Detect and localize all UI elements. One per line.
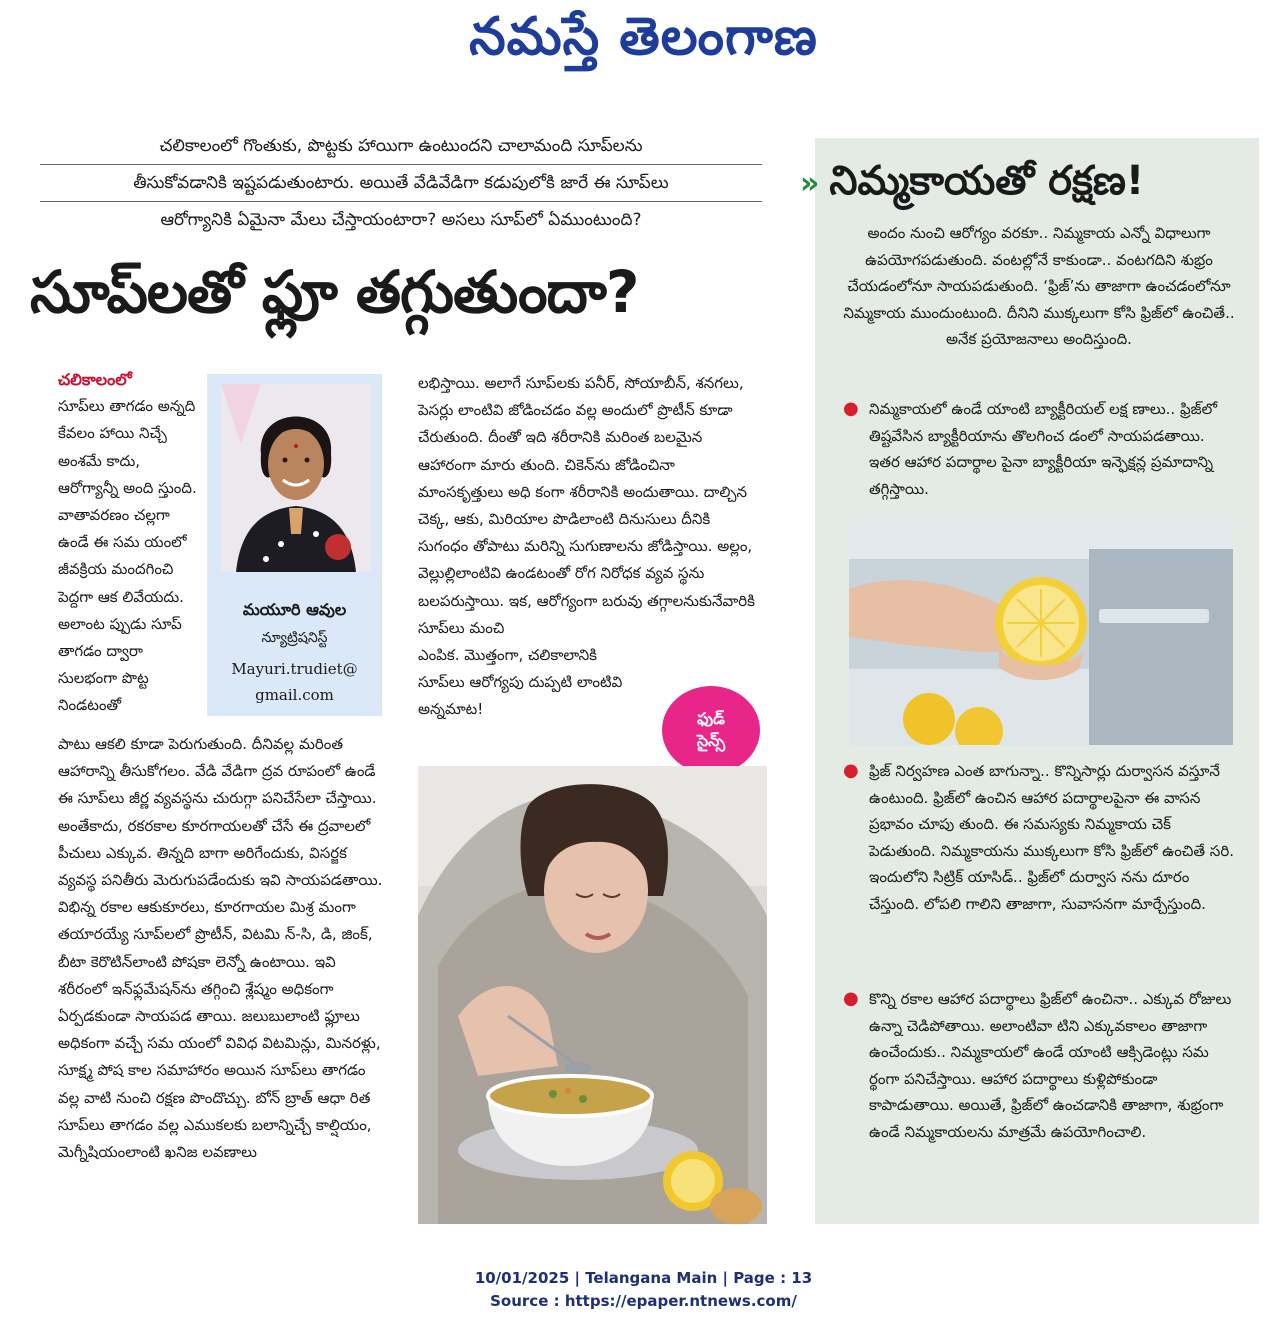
intro-line: తీసుకోవడానికి ఇష్టపడుతుంటారు. అయితే వేడివేడిగా కడుపులోకి జారే ఈ సూప్‌లు bbox=[40, 165, 762, 202]
soup-photo bbox=[418, 766, 767, 1224]
kicker: చలికాలంలో bbox=[58, 370, 132, 389]
sidebar-bullet bbox=[849, 986, 1239, 1145]
bullet-dot-icon bbox=[843, 986, 859, 1013]
sidebar-bullet-text: నిమ్మకాయలో ఉండే యాంటి బ్యాక్టీరియల్ లక్ష ణాలు.. ఫ్రిజ్‌లో తిష్టవేసిన బ్యాక్టీరియాను తొలగించ డంలో సాయపడతాయి. ఇతర ఆహార పదార్థాల పైనా బ్యాక్టీరియా ఇన్ఫెక్షన్ల ప్రమాదాన్ని తగ్గిస్తాయి. bbox=[869, 400, 1218, 498]
badge-line: ఫుడ్ bbox=[697, 709, 725, 728]
author-portrait-image bbox=[221, 384, 371, 572]
sidebar-intro: అందం నుంచి ఆరోగ్యం వరకూ.. నిమ్మకాయ ఎన్నో విధాలుగా ఉపయోగపడుతుంది. వంటల్లోనే కాకుండా.. వంటగదిని శుభ్రం చేయడంలోనూ సాయపడుతుంది. ‘ఫ్రిజ్’ను తాజాగా ఉంచడంలోనూ నిమ్మకాయ ముందుంటుంది. దీనిని ముక్కలుగా కోసి ఫ్రిజ్‌లో ఉంచితే.. అనేక ప్రయోజనాలు అందిస్తుంది. bbox=[843, 224, 1235, 348]
food-science-badge bbox=[662, 686, 760, 774]
author-role: న్యూట్రిషనిస్ట్ bbox=[261, 630, 328, 646]
bullet-dot-icon bbox=[843, 758, 859, 785]
footer-source-line: Source : https://epaper.ntnews.com/ bbox=[490, 1292, 797, 1310]
intro-line: ఆరోగ్యానికి ఏమైనా మేలు చేస్తాయంటారా? అసలు సూప్‌లో ఏముంటుంది? bbox=[160, 210, 642, 230]
intro-line: చలికాలంలో గొంతుకు, పొట్టకు హాయిగా ఉంటుందని చాలామంది సూప్‌లను bbox=[40, 128, 762, 165]
double-chevron-icon: » bbox=[800, 165, 820, 201]
woman-eating-soup-image bbox=[418, 766, 767, 1224]
bullet-dot-icon bbox=[843, 396, 859, 423]
badge-line: సైన్స్ bbox=[696, 731, 726, 750]
intro-block bbox=[40, 128, 762, 238]
author-email bbox=[207, 656, 382, 708]
sidebar-bullet bbox=[849, 758, 1239, 917]
column-1-narrow-text: సూప్‌లు తాగడం అన్నది కేవలం హాయి నిచ్చే అంశమే కాదు, ఆరోగ్యాన్నీ అంది స్తుంది. వాతావరణం చల్లగా ఉండే ఈ సమ యంలో జీవక్రియ మందగించి పెద్దగా ఆక లివేయదు. అలాంట ప్పుడు సూప్ తాగడం ద్వారా సులభంగా పొట్ట నిండటంతో bbox=[58, 397, 197, 715]
headline: సూప్‌లతో ఫ్లూ తగ్గుతుందా? bbox=[30, 258, 639, 326]
author-box bbox=[207, 374, 382, 716]
author-photo bbox=[221, 384, 371, 572]
column-2 bbox=[418, 370, 763, 724]
author-name: మయూరి ఆవుల bbox=[242, 600, 347, 619]
footer-date-line: 10/01/2025 | Telangana Main | Page : 13 bbox=[474, 1269, 813, 1287]
sidebar-bullet-text: ఫ్రిజ్ నిర్వహణ ఎంత బాగున్నా.. కొన్నిసార్లు దుర్వాసన వస్తూనే ఉంటుంది. ఫ్రిజ్‌లో ఉంచిన ఆహార పదార్థాలపైనా ఈ వాసన ప్రభావం చూపు తుంది. ఈ సమస్యకు నిమ్మకాయ చెక్ పెడుతుంది. నిమ్మకాయను ముక్కలుగా కోసి ఫ్రిజ్‌లో ఉంచితే సరి. ఇందులోని సిట్రిక్ యాసిడ్.. ఫ్రిజ్‌లో దుర్వాస నను దూరం చేస్తుంది. లోపలి గాలిని తాజాగా, సువాసనగా మార్చేస్తుంది. bbox=[869, 762, 1234, 913]
sidebar-title-row bbox=[800, 158, 1259, 214]
sidebar-panel bbox=[800, 138, 1259, 1224]
lemon-in-fridge-image bbox=[849, 519, 1233, 745]
column-2-closing-text: ఎంపిక. మొత్తంగా, చలికాలానికి సూప్‌లు ఆరోగ్యపు దుప్పటి లాంటివి అన్నమాట! bbox=[418, 646, 623, 719]
masthead: నమస్తే తెలంగాణ bbox=[469, 6, 818, 67]
column-2-text: లభిస్తాయి. అలాగే సూప్‌లకు పనీర్, సోయాబీన్, శనగలు, పెసర్లు లాంటివి జోడించడం వల్ల అందులో ప్రొటీన్ కూడా చేరుతుంది. దీంతో ఇది శరీరానికి మరింత బలమైన ఆహారంగా మారు తుంది. చికెన్‌ను జోడించినా మాంసకృత్తులు అధి కంగా శరీరానికి అందుతాయి. దాల్చిన చెక్క, ఆకు, మిరియాల పొడిలాంటి దినుసులు దీనికి సుగంధం తోపాటు మరిన్ని సుగుణాలను జోడిస్తాయి. అల్లం, వెల్లుల్లిలాంటివి ఉండటంతో రోగ నిరోధక వ్యవ స్థను బలపరుస్తాయి. ఇక, ఆరోగ్యంగా బరువు తగ్గాలనుకునేవారికి సూప్‌లు మంచి bbox=[418, 374, 755, 637]
sidebar-title: నిమ్మకాయతో రక్షణ! bbox=[829, 158, 1145, 204]
page-footer bbox=[0, 1267, 1287, 1313]
author-email-line: gmail.com bbox=[255, 686, 334, 704]
column-1-wide-text: పాటు ఆకలి కూడా పెరుగుతుంది. దీనివల్ల మరింత ఆహారాన్ని తీసుకోగలం. వేడి వేడిగా ద్రవ రూపంలో ఉండే ఈ సూప్‌లు జీర్ణ వ్యవస్థను చురుగ్గా పనిచేసేలా చేస్తాయి. అంతేకాదు, రకరకాల కూరగాయలతో చేసే ఈ ద్రవాలలో పీచులు ఎక్కువ. తిన్నది బాగా అరిగేందుకు, విసర్జక వ్యవస్థ పనితీరు మెరుగుపడేందుకు ఇవి సాయపడతాయి. విభిన్న రకాల ఆకుకూరలు, కూరగాయల మిశ్ర మంగా తయారయ్యే సూప్‌లలో ప్రొటీన్, విటమి న్-సి, డి, జింక్, బీటా కెరొటిన్‌లాంటి పోషకా లెన్నో ఉంటాయి. ఇవి శరీరంలో ఇన్‌ఫ్లమేషన్‌ను తగ్గించి శ్లేష్మం అధికంగా ఏర్పడకుండా సాయపడ తాయి. జలుబులాంటి ఫ్లూలు అధికంగా వచ్చే సమ యంలో వివిధ విటమిన్లు, మినరళ్లు, సూక్ష్మ పోష కాల సమాహారం అయిన సూప్‌లు తాగడం వల్ల వాటి నుంచి రక్షణ పొందొచ్చు. బోన్ బ్రాత్ ఆధా రిత సూప్‌లు తాగడం వల్ల ఎముకలకు బలాన్నిచ్చే కాల్షియం, మెగ్నీషియంలాంటి ఖనిజ లవణాలు bbox=[58, 735, 383, 1162]
author-email-line: Mayuri.trudiet@ bbox=[231, 660, 358, 678]
sidebar-bullet-text: కొన్ని రకాల ఆహార పదార్థాలు ఫ్రిజ్‌లో ఉంచినా.. ఎక్కువ రోజులు ఉన్నా చెడిపోతాయి. అలాంటివా టిని ఎక్కువకాలం తాజాగా ఉంచేందుకు.. నిమ్మకాయలో ఉండే యాంటి ఆక్సిడెంట్లు సమ ర్థంగా పనిచేస్తాయి. ఆహార పదార్థాలు కుళ్లిపోకుండా కాపాడుతాయి. అయితే, ఫ్రిజ్‌లో ఉంచడానికి తాజాగా, శుభ్రంగా ఉండే నిమ్మకాయలను మాత్రమే ఉపయోగించాలి. bbox=[869, 990, 1232, 1141]
lemon-photo bbox=[849, 519, 1233, 745]
sidebar-bullet bbox=[849, 396, 1239, 502]
